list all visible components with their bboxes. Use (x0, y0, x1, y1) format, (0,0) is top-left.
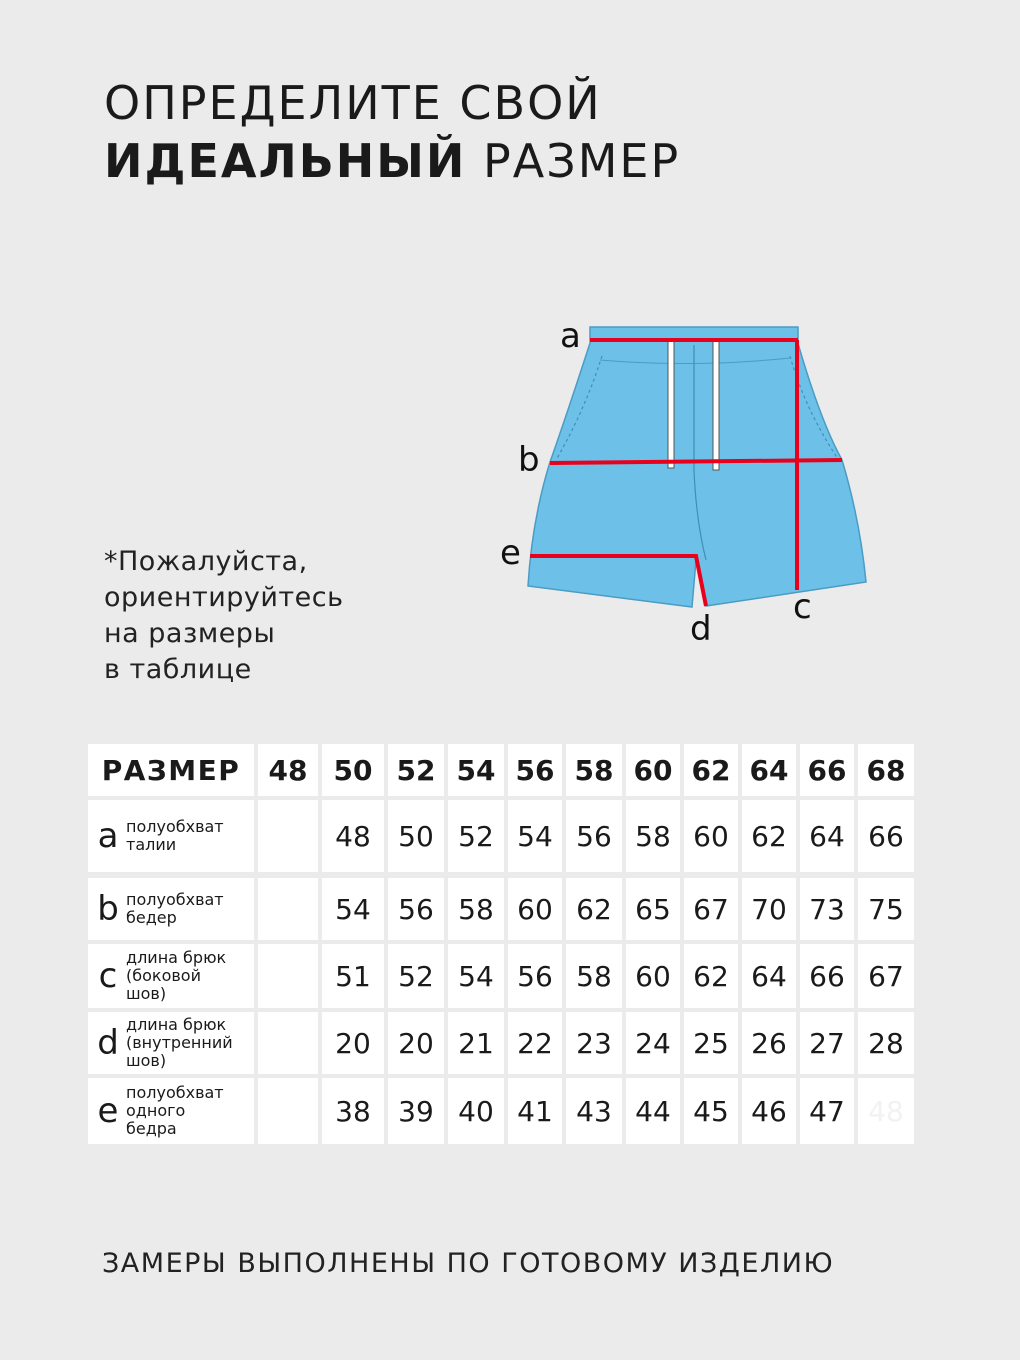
table-value-cell: 54 (508, 800, 562, 872)
table-value-cell: 62 (742, 800, 796, 872)
drawstring-left (668, 340, 674, 468)
size-header-cell: 66 (800, 744, 854, 796)
table-value-cell: 58 (566, 944, 622, 1008)
measure-description-line: полуобхват (126, 817, 224, 836)
table-value-cell (258, 1078, 318, 1144)
table-value-cell: 64 (742, 944, 796, 1008)
measure-label-cell (88, 1012, 254, 1074)
table-value-cell: 52 (388, 944, 444, 1008)
diagram-label-d: d (690, 609, 712, 649)
table-value-cell: 44 (626, 1078, 680, 1144)
table-value-cell: 58 (626, 800, 680, 872)
table-value-cell: 60 (508, 878, 562, 940)
table-value-cell: 26 (742, 1012, 796, 1074)
note-line: на размеры (104, 618, 276, 649)
measure-label-cell (88, 944, 254, 1008)
table-value-cell: 38 (322, 1078, 384, 1144)
table-value-cell: 75 (858, 878, 914, 940)
table-value-cell: 39 (388, 1078, 444, 1144)
table-header-label: РАЗМЕР (88, 744, 254, 796)
diagram-label-c: c (793, 587, 812, 627)
size-header-cell: 62 (684, 744, 738, 796)
table-value-cell: 43 (566, 1078, 622, 1144)
table-value-cell: 47 (800, 1078, 854, 1144)
table-value-cell: 58 (448, 878, 504, 940)
measure-description-line: бедра (126, 1119, 177, 1138)
measure-letter: c (98, 956, 118, 996)
table-value-cell: 46 (742, 1078, 796, 1144)
table-value-cell: 52 (448, 800, 504, 872)
size-header-cell: 50 (322, 744, 384, 796)
table-value-cell: 67 (858, 944, 914, 1008)
measure-description-line: шов) (126, 1051, 167, 1070)
measure-label-cell (88, 878, 254, 940)
measure-description (122, 1016, 233, 1070)
table-value-cell: 54 (322, 878, 384, 940)
table-value-cell: 73 (800, 878, 854, 940)
table-value-cell: 60 (626, 944, 680, 1008)
table-value-cell: 50 (388, 800, 444, 872)
table-value-cell: 22 (508, 1012, 562, 1074)
measure-letter: a (97, 816, 119, 856)
size-header-cell: 60 (626, 744, 680, 796)
page-title-bold: ИДЕАЛЬНЫЙ (104, 134, 467, 188)
table-value-cell: 48 (322, 800, 384, 872)
table-value-cell (258, 1012, 318, 1074)
measure-description (122, 818, 224, 854)
table-value-cell (258, 800, 318, 872)
table-value-cell: 56 (388, 878, 444, 940)
table-value-cell: 62 (566, 878, 622, 940)
size-header-cell: 56 (508, 744, 562, 796)
measure-label-cell (88, 1078, 254, 1144)
note-line: *Пожалуйста, (104, 546, 308, 577)
measure-description-line: шов) (126, 984, 167, 1003)
note-line: ориентируйтесь (104, 582, 344, 613)
size-header-cell: 54 (448, 744, 504, 796)
measure-letter: d (97, 1023, 119, 1063)
table-value-cell: 28 (858, 1012, 914, 1074)
measure-description-line: полуобхват (126, 890, 224, 909)
size-header-cell: 68 (858, 744, 914, 796)
size-header-cell: 58 (566, 744, 622, 796)
table-value-cell: 70 (742, 878, 796, 940)
table-value-cell: 66 (858, 800, 914, 872)
table-value-cell: 48 (858, 1078, 914, 1144)
table-value-cell: 21 (448, 1012, 504, 1074)
measure-label-cell (88, 800, 254, 872)
measure-description-line: (внутренний (126, 1033, 233, 1052)
diagram-label-e: e (500, 533, 521, 573)
table-value-cell: 54 (448, 944, 504, 1008)
size-header-cell: 64 (742, 744, 796, 796)
table-value-cell: 56 (508, 944, 562, 1008)
table-value-cell: 23 (566, 1012, 622, 1074)
measure-description-line: полуобхват (126, 1083, 224, 1102)
table-value-cell: 45 (684, 1078, 738, 1144)
diagram-label-b: b (518, 440, 540, 480)
note-line: в таблице (104, 654, 252, 685)
size-header-cell: 52 (388, 744, 444, 796)
table-value-cell: 25 (684, 1012, 738, 1074)
table-value-cell: 66 (800, 944, 854, 1008)
diagram-label-a: a (560, 316, 581, 356)
footer-note: ЗАМЕРЫ ВЫПОЛНЕНЫ ПО ГОТОВОМУ ИЗДЕЛИЮ (102, 1248, 835, 1279)
table-value-cell: 40 (448, 1078, 504, 1144)
measure-description-line: одного (126, 1101, 186, 1120)
measure-description-line: талии (126, 835, 177, 854)
drawstring-right (713, 340, 719, 470)
page-title-rest: РАЗМЕР (466, 134, 681, 188)
table-value-cell: 65 (626, 878, 680, 940)
measure-description-line: бедер (126, 908, 177, 927)
measure-description-line: (боковой (126, 966, 201, 985)
table-value-cell: 20 (322, 1012, 384, 1074)
table-value-cell: 27 (800, 1012, 854, 1074)
table-value-cell (258, 878, 318, 940)
table-value-cell (258, 944, 318, 1008)
table-value-cell: 56 (566, 800, 622, 872)
measure-letter: b (97, 889, 119, 929)
measure-description (122, 1084, 224, 1138)
measure-letter: e (97, 1091, 119, 1131)
page-title-line-1: ОПРЕДЕЛИТЕ СВОЙ (104, 76, 602, 130)
size-header-cell: 48 (258, 744, 318, 796)
measure-description (122, 891, 224, 927)
measure-description (122, 949, 226, 1003)
table-value-cell: 60 (684, 800, 738, 872)
table-value-cell: 64 (800, 800, 854, 872)
table-value-cell: 41 (508, 1078, 562, 1144)
table-value-cell: 24 (626, 1012, 680, 1074)
measure-description-line: длина брюк (126, 1015, 227, 1034)
table-value-cell: 20 (388, 1012, 444, 1074)
table-value-cell: 51 (322, 944, 384, 1008)
table-value-cell: 62 (684, 944, 738, 1008)
table-value-cell: 67 (684, 878, 738, 940)
measure-description-line: длина брюк (126, 948, 227, 967)
